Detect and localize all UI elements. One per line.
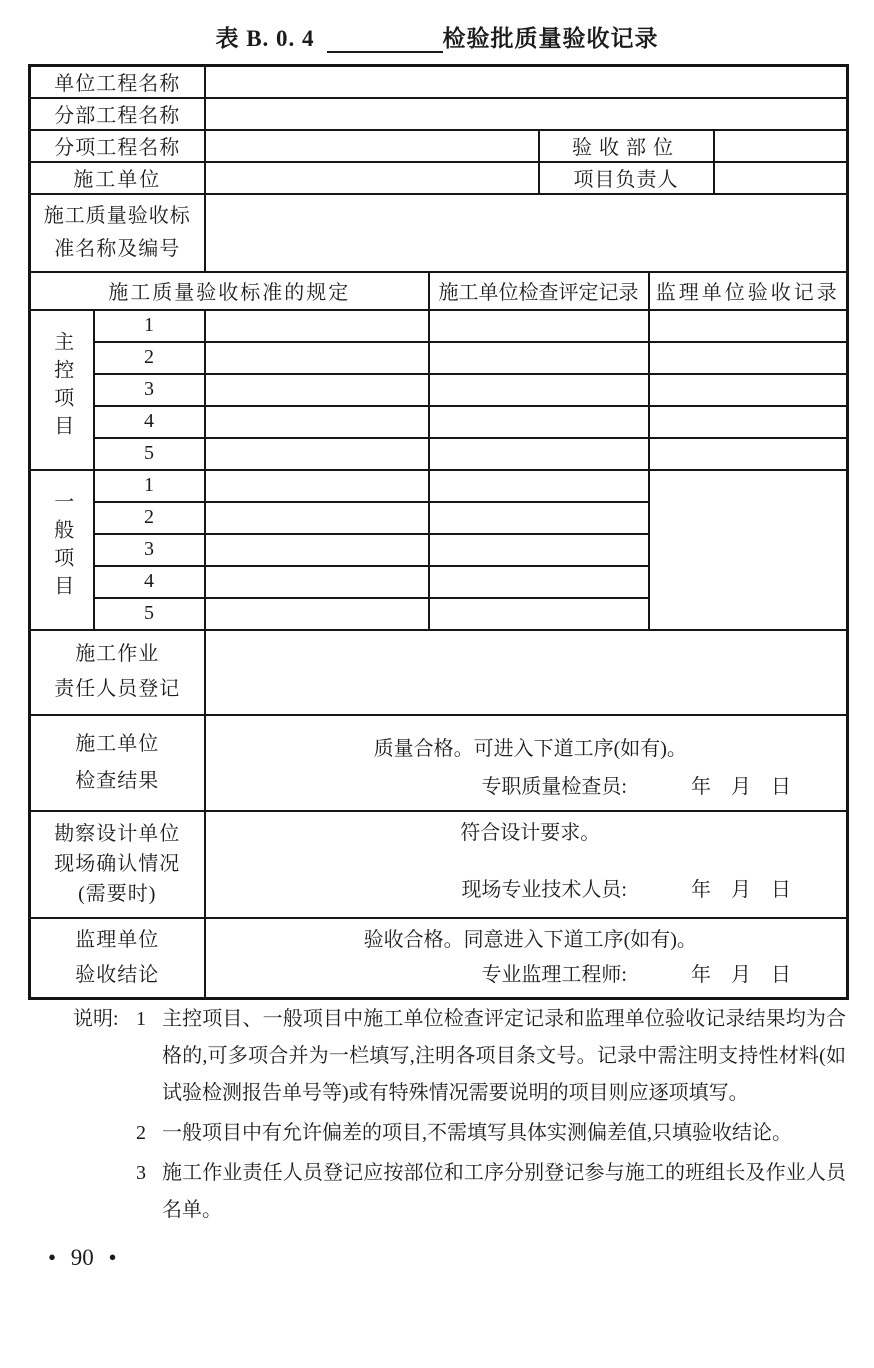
survey-design-statement: 符合设计要求。	[460, 821, 601, 844]
contractor-result-label-line2: 检查结果	[75, 769, 160, 792]
supervisor-record-cell	[649, 374, 848, 406]
item-number-cell: 1	[94, 470, 205, 502]
provision-cell	[205, 310, 429, 342]
page-title	[0, 25, 874, 53]
date-placeholder: 年 月 日	[691, 878, 791, 901]
contractor-check-cell	[429, 438, 649, 470]
master-item-row-1	[30, 310, 848, 342]
row-subdivision	[30, 98, 848, 130]
survey-design-label-line3: (需要时)	[78, 883, 157, 905]
note-item-2	[73, 1115, 846, 1152]
supervisor-record-cell	[649, 310, 848, 342]
row-standard-name	[30, 194, 848, 272]
project-leader-label: 项目负责人	[539, 162, 714, 194]
provision-cell	[205, 438, 429, 470]
date-placeholder: 年 月 日	[691, 775, 791, 798]
provision-cell	[205, 598, 429, 630]
standard-name-label	[30, 194, 205, 272]
survey-design-label-line2: 现场确认情况	[54, 853, 181, 875]
supervisor-record-merged-cell	[649, 470, 848, 630]
item-number-cell: 4	[94, 566, 205, 598]
master-item-row-4	[30, 406, 848, 438]
operation-personnel-label-line1: 施工作业	[75, 643, 160, 665]
master-item-row-3	[30, 374, 848, 406]
supervision-label-line2: 验收结论	[75, 963, 160, 986]
contractor-check-cell	[429, 534, 649, 566]
contractor-check-cell	[429, 406, 649, 438]
row-supervision-conclusion	[30, 918, 848, 999]
item-number-cell: 5	[94, 438, 205, 470]
item-number-cell: 2	[94, 342, 205, 374]
quality-inspector-label: 专职质量检查员:	[481, 775, 627, 798]
operation-personnel-label-line2: 责任人员登记	[54, 678, 181, 700]
supervisor-record-cell	[649, 438, 848, 470]
contractor-value-cell	[205, 162, 539, 194]
master-item-row-5	[30, 438, 848, 470]
item-number-cell: 4	[94, 406, 205, 438]
header-supervisor-record: 监理单位验收记录	[649, 272, 848, 310]
table-name: 检验批质量验收记录	[442, 26, 659, 51]
subitem-label: 分项工程名称	[30, 130, 205, 162]
note-text: 主控项目、一般项目中施工单位检查评定记录和监理单位验收记录结果均为合格的,可多项合并为一栏填写,注明各项目条文号。记录中需注明支持性材料(如试验检测报告单号等)或有特殊情况需要说明的项目则应逐项填写。	[162, 1008, 846, 1104]
contractor-result-label	[30, 715, 205, 811]
acceptance-part-value-cell	[714, 130, 848, 162]
row-grid-header	[30, 272, 848, 310]
unit-project-label: 单位工程名称	[30, 66, 205, 98]
general-items-label: 一般项目	[50, 490, 73, 603]
supervision-signature-line	[206, 962, 847, 988]
standard-name-value-cell	[205, 194, 848, 272]
note-item-3	[73, 1155, 846, 1229]
item-number-cell: 5	[94, 598, 205, 630]
general-items-group-label-cell	[30, 470, 94, 630]
master-items-group-label-cell	[30, 310, 94, 470]
notes-section	[73, 1001, 846, 1229]
note-number: 1	[136, 1008, 146, 1030]
subdivision-label: 分部工程名称	[30, 98, 205, 130]
contractor-result-content-cell	[205, 715, 848, 811]
note-head	[73, 1115, 162, 1152]
provision-cell	[205, 470, 429, 502]
provision-cell	[205, 406, 429, 438]
row-contractor-result	[30, 715, 848, 811]
subdivision-value-cell	[205, 98, 848, 130]
note-head	[73, 1001, 162, 1038]
provision-cell	[205, 374, 429, 406]
date-placeholder: 年 月 日	[691, 964, 791, 987]
standard-name-label-line1: 施工质量验收标	[43, 204, 191, 227]
supervision-statement: 验收合格。同意进入下道工序(如有)。	[363, 929, 697, 952]
supervisor-record-cell	[649, 406, 848, 438]
contractor-label: 施工单位	[30, 162, 205, 194]
unit-project-value-cell	[205, 66, 848, 98]
contractor-check-cell	[429, 342, 649, 374]
row-survey-design-confirmation	[30, 811, 848, 918]
master-items-label: 主控项目	[50, 330, 73, 443]
note-item-1	[73, 1001, 846, 1112]
inspection-lot-acceptance-table	[28, 64, 849, 1000]
survey-design-label	[30, 811, 205, 918]
note-number: 2	[136, 1122, 146, 1144]
contractor-check-cell	[429, 310, 649, 342]
general-item-row-1	[30, 470, 848, 502]
row-subitem	[30, 130, 848, 162]
project-leader-value-cell	[714, 162, 848, 194]
supervision-engineer-label: 专业监理工程师:	[481, 964, 627, 987]
contractor-result-label-line1: 施工单位	[75, 732, 160, 755]
header-provision: 施工质量验收标准的规定	[30, 272, 429, 310]
contractor-check-cell	[429, 374, 649, 406]
supervision-content-cell	[205, 918, 848, 999]
item-number-cell: 3	[94, 374, 205, 406]
acceptance-part-label: 验收部位	[539, 130, 714, 162]
provision-cell	[205, 502, 429, 534]
item-number-cell: 3	[94, 534, 205, 566]
contractor-check-cell	[429, 598, 649, 630]
note-text: 一般项目中有允许偏差的项目,不需填写具体实测偏差值,只填验收结论。	[162, 1122, 792, 1144]
contractor-result-signature-line	[206, 774, 847, 800]
provision-cell	[205, 566, 429, 598]
notes-label: 说明:	[73, 1008, 119, 1030]
contractor-check-cell	[429, 566, 649, 598]
master-item-row-2	[30, 342, 848, 374]
note-head	[73, 1155, 162, 1192]
row-contractor	[30, 162, 848, 194]
header-contractor-check: 施工单位检查评定记录	[429, 272, 649, 310]
row-operation-personnel	[30, 630, 848, 715]
survey-design-signature-line	[206, 877, 847, 903]
subitem-value-cell	[205, 130, 539, 162]
operation-personnel-label	[30, 630, 205, 715]
contractor-check-cell	[429, 470, 649, 502]
item-number-cell: 1	[94, 310, 205, 342]
survey-design-label-line1: 勘察设计单位	[54, 823, 181, 845]
item-number-cell: 2	[94, 502, 205, 534]
site-technician-label: 现场专业技术人员:	[461, 878, 627, 901]
table-number: 表 B. 0. 4	[215, 26, 315, 51]
note-number: 3	[136, 1162, 146, 1184]
note-text: 施工作业责任人员登记应按部位和工序分别登记参与施工的班组长及作业人员名单。	[162, 1162, 846, 1221]
provision-cell	[205, 534, 429, 566]
supervisor-record-cell	[649, 342, 848, 374]
provision-cell	[205, 342, 429, 374]
contractor-result-statement: 质量合格。可进入下道工序(如有)。	[373, 737, 687, 760]
row-unit-project	[30, 66, 848, 98]
operation-personnel-value-cell	[205, 630, 848, 715]
survey-design-content-cell	[205, 811, 848, 918]
page-number: • 90 •	[48, 1245, 117, 1270]
supervision-label-line1: 监理单位	[75, 928, 160, 951]
supervision-label	[30, 918, 205, 999]
title-blank-line	[327, 27, 443, 53]
standard-name-label-line2: 准名称及编号	[54, 237, 181, 260]
contractor-check-cell	[429, 502, 649, 534]
